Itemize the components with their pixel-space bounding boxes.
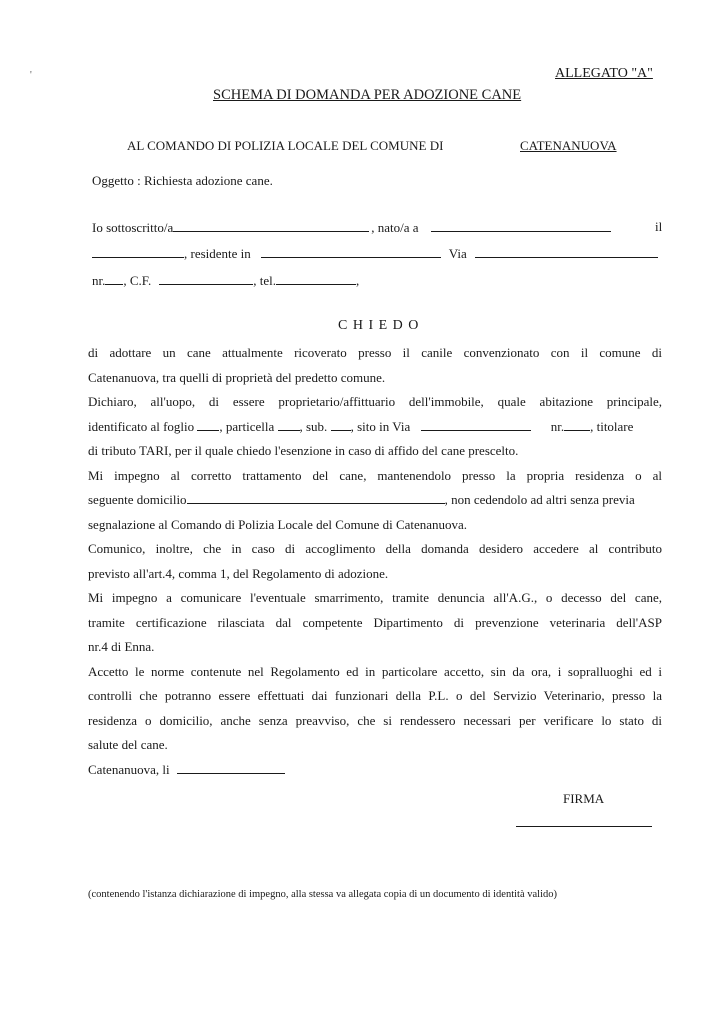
particella-field[interactable] [278, 418, 300, 431]
birthplace-field[interactable] [431, 219, 611, 232]
place-date-label: Catenanuova, li [88, 761, 170, 777]
footnote: (contenendo l'istanza dichiarazione di impegno, alla stessa va allegata copia di un documento di identità valido) [88, 889, 557, 900]
p3-line-2: seguente domicilio , non cedendolo ad altri senza previa [88, 492, 635, 507]
birthdate-field[interactable] [92, 245, 184, 258]
nr-label: nr. [92, 273, 106, 288]
p2-line-1: Dichiaro, all'uopo, di essere proprietario/affittuario dell'immobile, quale abitazione principale, [88, 394, 662, 409]
signature-line[interactable] [516, 826, 652, 827]
p2-line-3: di tributo TARI, per il quale chiedo l'esenzione in caso di affido del cane prescelto. [88, 443, 519, 458]
property-street-field[interactable] [421, 418, 531, 431]
via-label: Via [448, 246, 467, 261]
residente-label: , residente in [184, 246, 251, 261]
tel-label: , tel. [253, 273, 276, 288]
chiedo-heading: C H I E D O [338, 318, 420, 333]
io-label: Io sottoscritto/a [92, 220, 174, 235]
name-field[interactable] [173, 219, 369, 232]
house-number-field[interactable] [105, 272, 123, 285]
property-number-field[interactable] [564, 418, 590, 431]
sub-field[interactable] [331, 418, 351, 431]
p6-line-1: Accetto le norme contenute nel Regolamento ed in particolare accetto, sin da ora, i sopralluoghi ed i [88, 663, 662, 679]
p6-line-2: controlli che potranno essere effettuati dai funzionari della P.L. o del Servizio Veterinario, presso la [88, 688, 662, 703]
comma: , [356, 273, 360, 288]
cf-label: , C.F. [123, 273, 152, 288]
p1-line-2: Catenanuova, tra quelli di proprietà del predetto comune. [88, 369, 386, 385]
nato-label: , nato/a a [371, 220, 419, 235]
residence-field[interactable] [261, 245, 441, 258]
p4-line-1: Comunico, inoltre, che in caso di accoglimento della domanda desidero accedere al contributo [88, 541, 662, 556]
p2-line-2: identificato al foglio , particella , sub. , sito in Via nr. , titolare [88, 418, 634, 434]
street-field[interactable] [475, 245, 658, 258]
p3-line-1: Mi impegno al corretto trattamento del cane, mantenendolo presso la propria residenza o al [88, 467, 662, 483]
p5-line-2: tramite certificazione rilasciata dal competente Dipartimento di prevenzione veterinaria dell'ASP [88, 614, 662, 630]
il-label: il [655, 219, 663, 234]
body-text [88, 341, 662, 782]
p4-line-2: previsto all'art.4, comma 1, del Regolamento di adozione. [88, 565, 389, 581]
form-line-2 [92, 245, 658, 262]
form-line-3 [92, 272, 359, 289]
recipient-comune: CATENANUOVA [520, 138, 617, 153]
date-field[interactable] [177, 761, 285, 774]
p6-line-3: residenza o domicilio, anche senza preavviso, che si rendessero necessari per verificare lo stato di [88, 712, 662, 728]
p1-line-1: di adottare un cane attualmente ricoverato presso il canile convenzionato con il comune di [88, 345, 662, 360]
form-line-1 [92, 219, 611, 236]
fiscal-code-field[interactable] [159, 272, 253, 285]
domicile-field[interactable] [187, 491, 445, 504]
foglio-field[interactable] [197, 418, 219, 431]
p3-line-3: segnalazione al Comando di Polizia Locale del Comune di Catenanuova. [88, 516, 468, 532]
document-title: SCHEMA DI DOMANDA PER ADOZIONE CANE [213, 87, 522, 103]
p5-line-1: Mi impegno a comunicare l'eventuale smarrimento, tramite denuncia all'A.G., o decesso del cane, [88, 590, 662, 605]
phone-field[interactable] [276, 272, 356, 285]
place-date-line [88, 758, 662, 783]
recipient-label: AL COMANDO DI POLIZIA LOCALE DEL COMUNE DI [127, 138, 444, 153]
scan-mark: ' [30, 70, 32, 81]
p6-line-4: salute del cane. [88, 737, 168, 752]
subject-line: Oggetto : Richiesta adozione cane. [92, 173, 273, 188]
firma-label: FIRMA [563, 791, 605, 806]
p5-line-3: nr.4 di Enna. [88, 639, 155, 654]
allegato-label: ALLEGATO "A" [555, 66, 653, 81]
